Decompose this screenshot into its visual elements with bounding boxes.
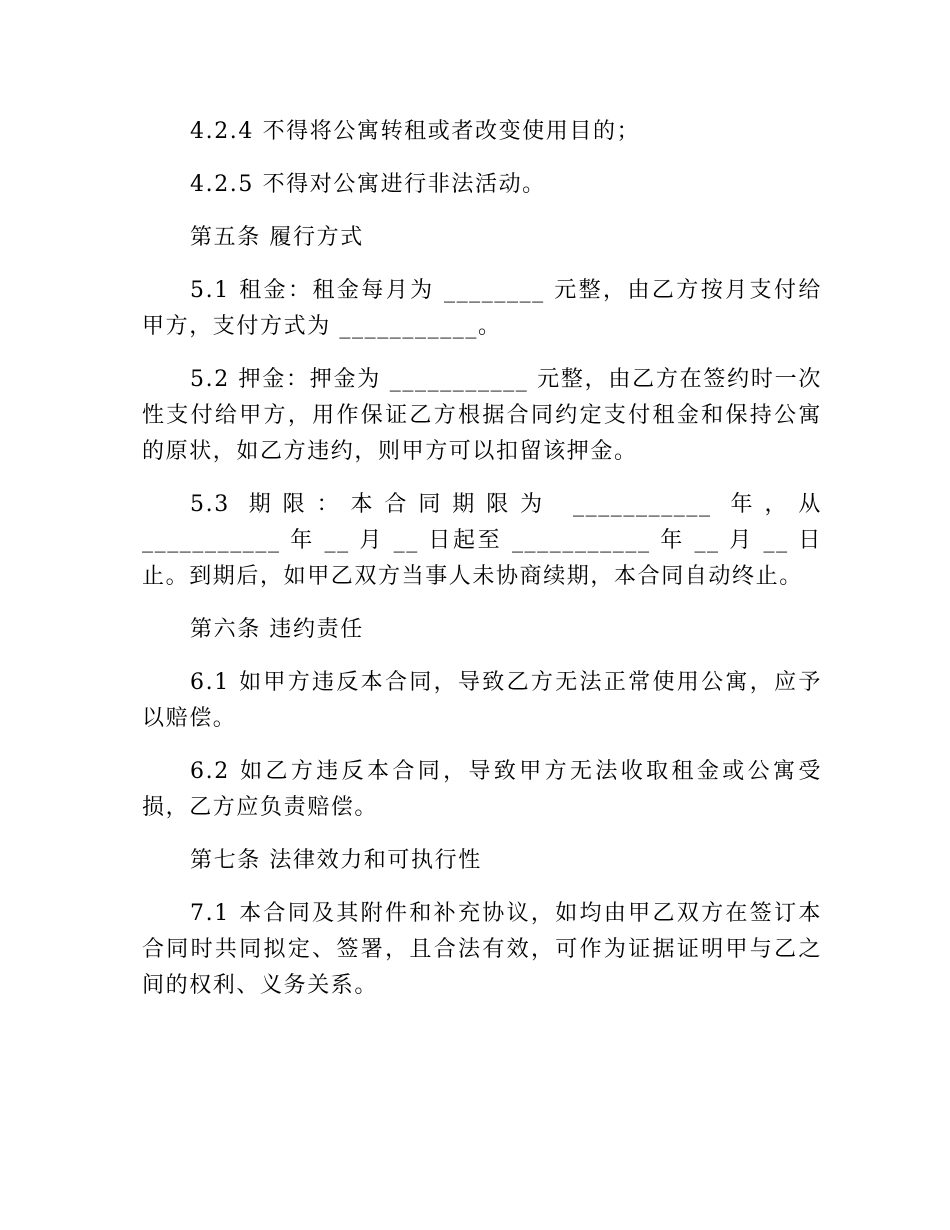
start-month-blank: __: [324, 528, 350, 553]
clause-5-3-text: 年: [650, 528, 695, 553]
end-day-blank: __: [763, 528, 789, 553]
clause-5-3-text: 日止。到期后，如甲乙双方当事人未协商续期，本合同自动终止。: [142, 528, 822, 589]
article-5-title: 履行方式: [269, 225, 364, 250]
start-day-blank: __: [393, 528, 419, 553]
clause-5-3-text: 5.3 期限：本合同期限为: [190, 492, 573, 517]
clause-5-3: [142, 487, 822, 595]
article-7-number: 第七条: [190, 848, 261, 873]
article-6-number: 第六条: [190, 617, 261, 642]
clause-5-1-text: 元整，由乙方按月支付给甲方，支付方式为: [142, 278, 822, 339]
term-years-blank: ___________: [573, 492, 712, 517]
clause-5-2: [142, 362, 822, 470]
contract-body: [142, 114, 822, 1021]
clause-5-1: [142, 273, 822, 345]
clause-4-2-4: 4.2.4 不得将公寓转租或者改变使用目的；: [190, 119, 641, 144]
clause-7-1: 7.1 本合同及其附件和补充协议，如均由甲乙双方在签订本合同时共同拟定、签署，且合法有效，可作为证据证明甲与乙之间的权利、义务关系。: [142, 901, 822, 998]
rent-amount-blank: ________: [443, 278, 545, 303]
clause-5-3-text: 日起至: [418, 528, 512, 553]
clause-5-2-text: 元整，由乙方在签约时一次性支付给甲方，用作保证乙方根据合同约定支付租金和保持公寓的原状，如乙方违约，则甲方可以扣留该押金。: [142, 367, 822, 464]
deposit-amount-blank: ___________: [389, 367, 529, 392]
payment-method-blank: ___________: [339, 314, 479, 339]
clause-5-3-text: 年: [280, 528, 325, 553]
article-7-title: 法律效力和可执行性: [269, 848, 482, 873]
clause-5-1-text: 。: [478, 314, 502, 339]
clause-5-2-text: 5.2 押金：押金为: [190, 367, 390, 392]
article-7-heading: [142, 843, 822, 879]
end-month-blank: __: [694, 528, 720, 553]
clause-5-3-text: 月: [349, 528, 394, 553]
clause-4-2-5: 4.2.5 不得对公寓进行非法活动。: [190, 172, 546, 197]
clause-5-1-text: 5.1 租金：租金每月为: [190, 278, 444, 303]
article-5-heading: [142, 220, 822, 256]
clause-5-3-text: 年，从: [711, 492, 822, 517]
article-6-heading: [142, 612, 822, 648]
article-5-number: 第五条: [190, 225, 261, 250]
clause-6-2: 6.2 如乙方违反本合同，导致甲方无法收取租金或公寓受损，乙方应负责赔偿。: [142, 759, 822, 820]
start-year-blank: ___________: [142, 528, 281, 553]
clause-5-3-text: 月: [719, 528, 764, 553]
clause-6-1: 6.1 如甲方违反本合同，导致乙方无法正常使用公寓，应予以赔偿。: [142, 670, 822, 731]
end-year-blank: ___________: [511, 528, 651, 553]
article-6-title: 违约责任: [269, 617, 364, 642]
